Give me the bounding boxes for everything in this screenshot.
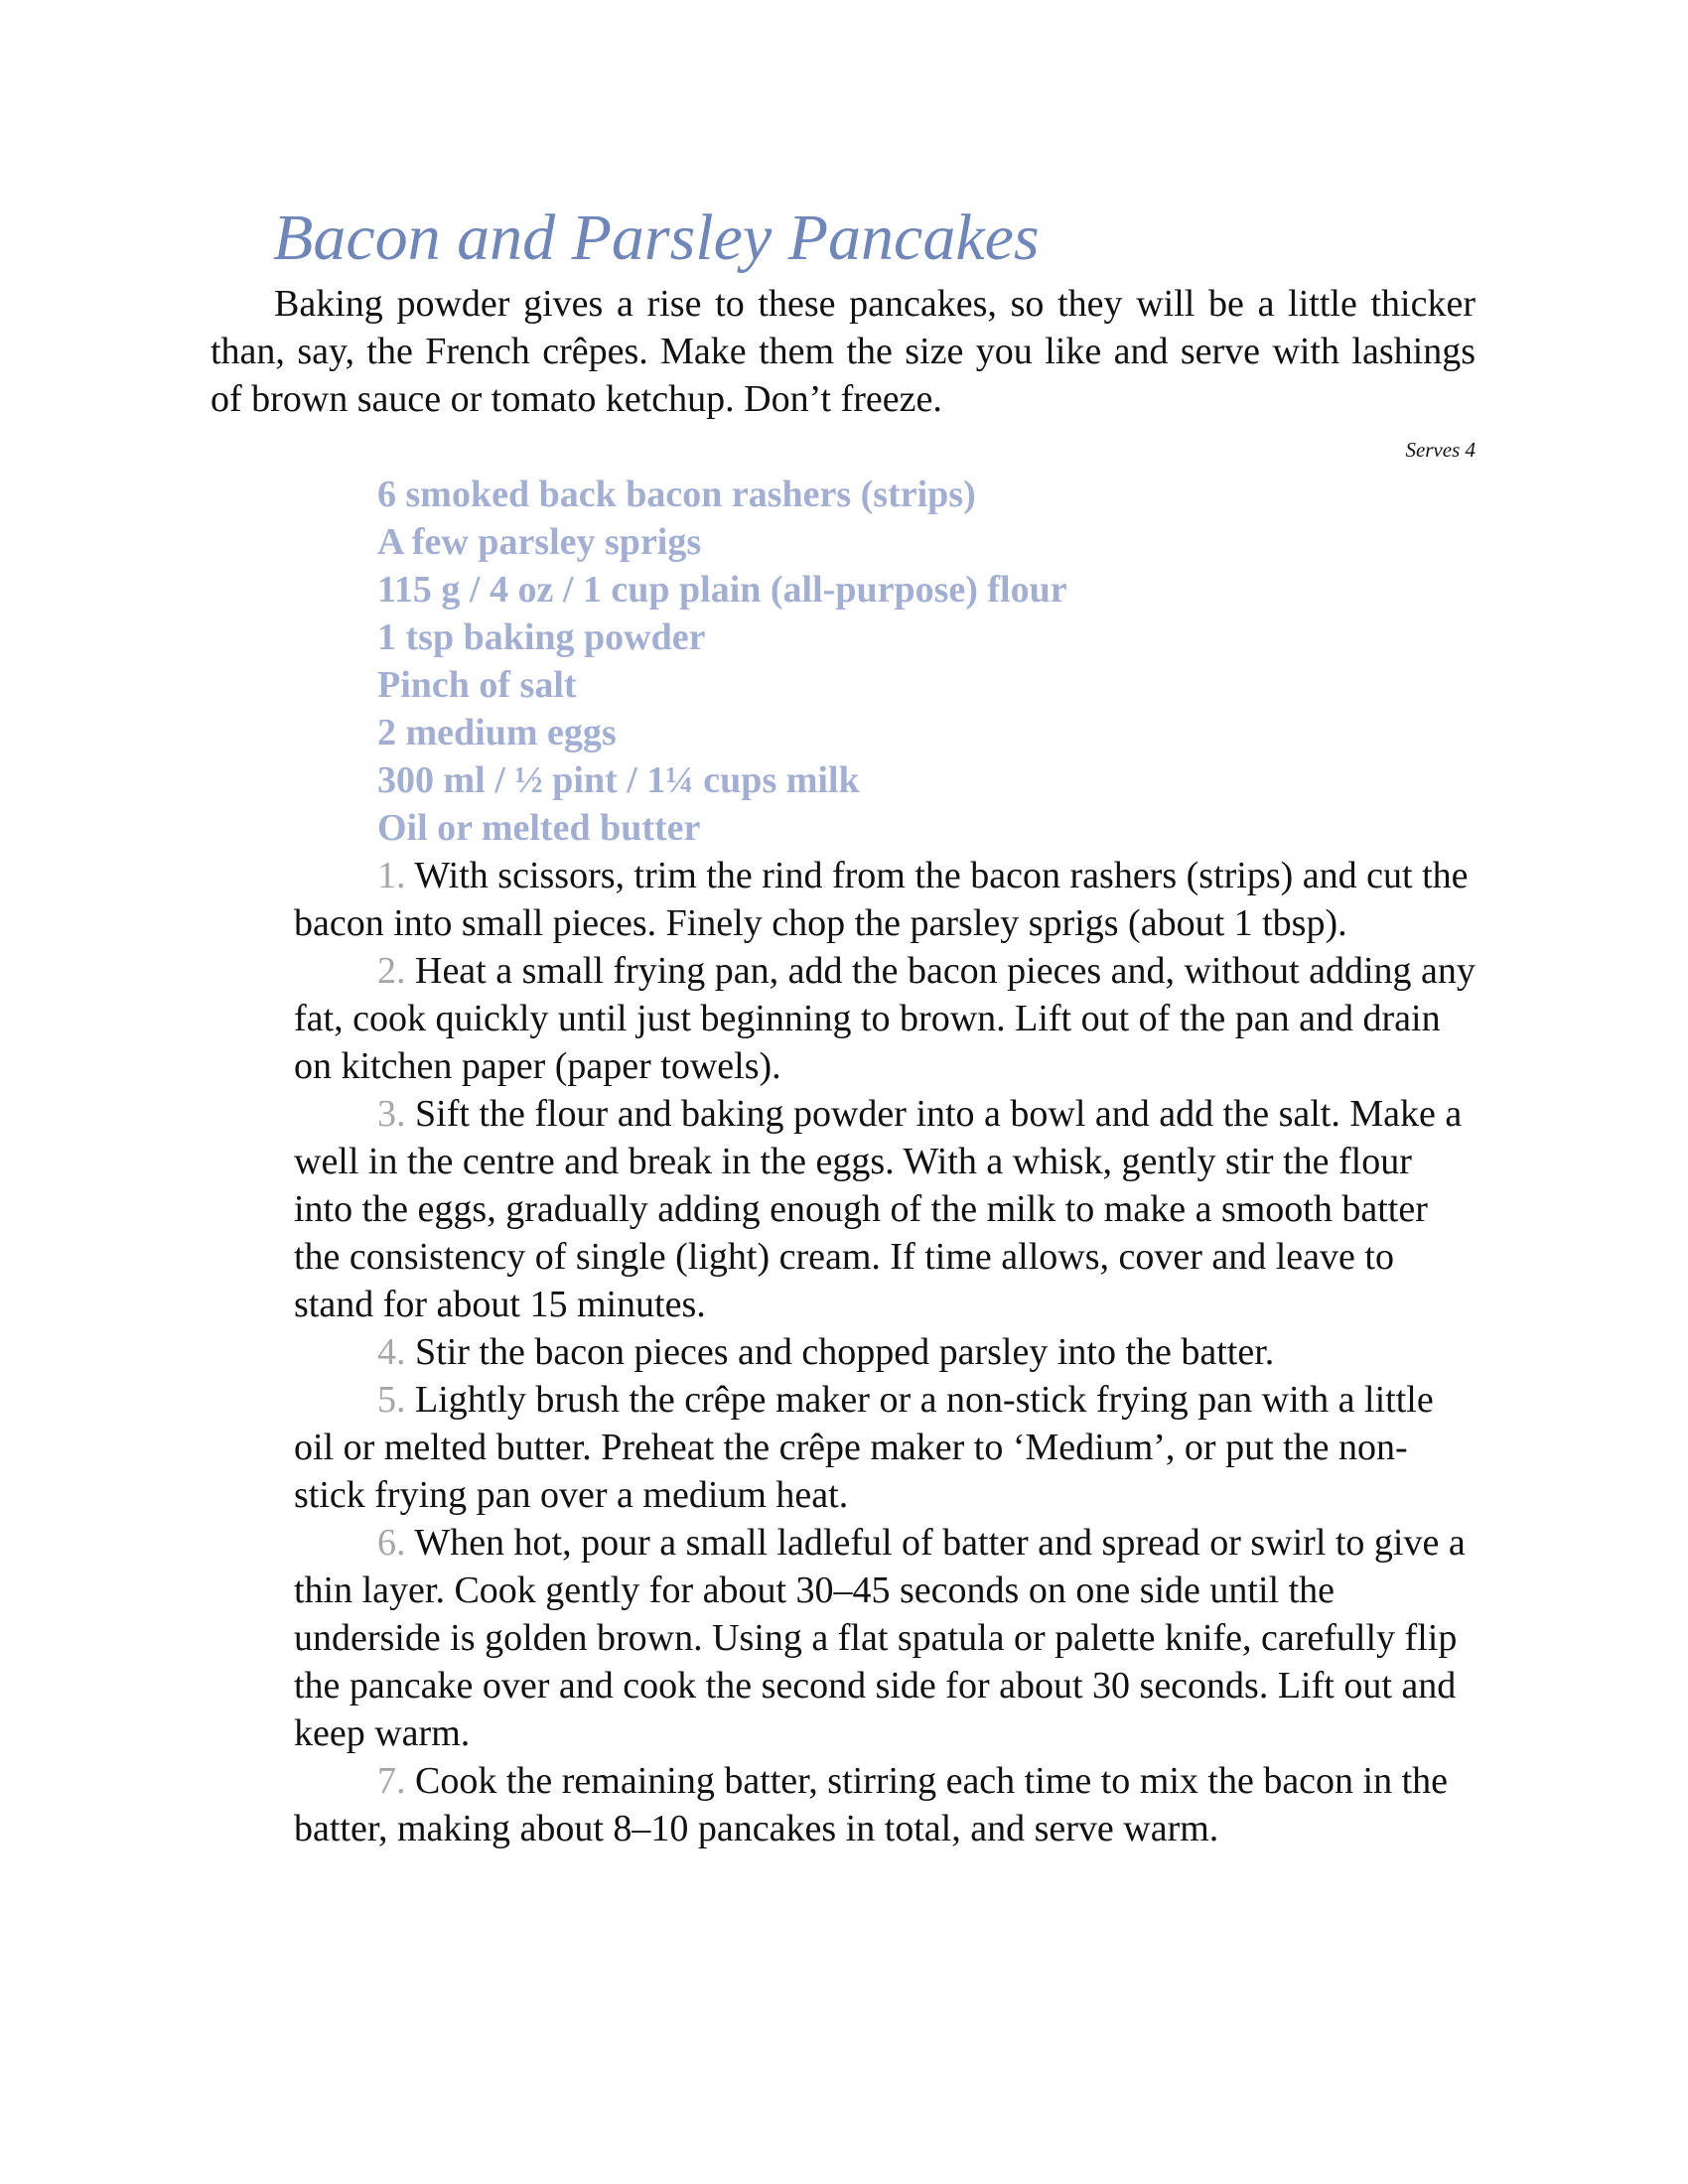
step-number: 4. bbox=[377, 1331, 406, 1373]
method-steps bbox=[294, 852, 1476, 1852]
ingredient-item: 6 smoked back bacon rashers (strips) bbox=[377, 474, 976, 515]
step-text: Heat a small frying pan, add the bacon pieces and, without adding any fat, cook quickly until just beginning to brown. Lift out of the pan and drain on kitchen paper (paper towels). bbox=[294, 950, 1476, 1087]
step-number: 5. bbox=[377, 1379, 406, 1421]
step-number: 7. bbox=[377, 1760, 406, 1802]
ingredient-item: 115 g / 4 oz / 1 cup plain (all-purpose) flour bbox=[377, 569, 1067, 611]
method-step bbox=[294, 852, 1476, 947]
method-step bbox=[294, 1090, 1476, 1328]
method-step bbox=[294, 947, 1476, 1090]
ingredient-item: 1 tsp baking powder bbox=[377, 616, 706, 658]
step-text: Cook the remaining batter, stirring each time to mix the bacon in the batter, making about 8–10 pancakes in total, and serve warm. bbox=[294, 1760, 1449, 1849]
step-number: 2. bbox=[377, 950, 406, 992]
method-step bbox=[294, 1328, 1476, 1376]
step-text: With scissors, trim the rind from the bacon rashers (strips) and cut the bacon into small pieces. Finely chop the parsley sprigs (about 1 tbsp). bbox=[294, 855, 1469, 944]
method-step bbox=[294, 1376, 1476, 1519]
step-number: 6. bbox=[377, 1522, 406, 1564]
serves-note: Serves 4 bbox=[1405, 438, 1476, 462]
step-text: Lightly brush the crêpe maker or a non-stick frying pan with a little oil or melted butter. Preheat the crêpe maker to ‘Medium’, or put the non-stick frying pan over a medium heat. bbox=[294, 1379, 1434, 1516]
step-text: Stir the bacon pieces and chopped parsley into the batter. bbox=[415, 1331, 1275, 1373]
recipe-title: Bacon and Parsley Pancakes bbox=[273, 202, 1040, 274]
ingredient-item: A few parsley sprigs bbox=[377, 521, 702, 563]
ingredient-list bbox=[377, 471, 1067, 852]
ingredient-item: Pinch of salt bbox=[377, 664, 577, 706]
method-step bbox=[294, 1519, 1476, 1757]
step-text: When hot, pour a small ladleful of batter and spread or swirl to give a thin layer. Cook gently for about 30–45 seconds on one side until the underside is golden brown. Using a flat spatula or palette knife, carefully flip the pancake over and cook the second side for about 30 seconds. Lift out and keep warm. bbox=[294, 1522, 1466, 1754]
recipe-intro: Baking powder gives a rise to these pancakes, so they will be a little thicker than, say, the French crêpes. Make them the size you like and serve with lashings of brown sauce or tomato ketchup. Don’t freeze. bbox=[211, 283, 1476, 420]
ingredient-item: 2 medium eggs bbox=[377, 712, 617, 753]
method-step bbox=[294, 1757, 1476, 1852]
step-number: 3. bbox=[377, 1093, 406, 1135]
step-text: Sift the flour and baking powder into a bowl and add the salt. Make a well in the centre and break in the eggs. With a whisk, gently stir the flour into the eggs, gradually adding enough of the milk to make a smooth batter the consistency of single (light) cream. If time allows, cover and leave to stand for about 15 minutes. bbox=[294, 1093, 1463, 1325]
ingredient-item: 300 ml / ½ pint / 1¼ cups milk bbox=[377, 759, 860, 801]
ingredient-item: Oil or melted butter bbox=[377, 807, 701, 849]
step-number: 1. bbox=[377, 855, 406, 896]
